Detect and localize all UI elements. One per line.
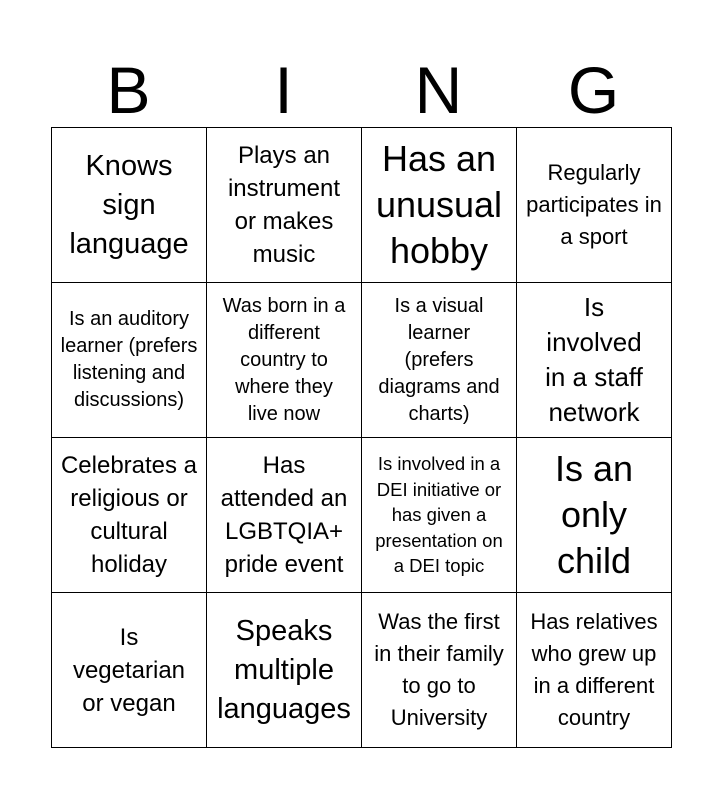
- cell-text: Speaks multiple languages: [217, 614, 351, 725]
- cell-text: Is involved in a DEI initiative or has given a presentation on a DEI topic: [375, 453, 503, 577]
- cell-text: Is an only child: [554, 448, 634, 581]
- cell-text: Plays an instrument or makes music: [227, 142, 341, 268]
- bingo-cell[interactable]: [207, 283, 362, 438]
- cell-text: Is a visual learner (prefers diagrams and charts): [378, 294, 500, 425]
- cell-text: Is vegetarian or vegan: [72, 623, 186, 717]
- header-letter-i: I: [274, 53, 293, 127]
- bingo-cell[interactable]: [517, 283, 672, 438]
- bingo-cell[interactable]: [207, 128, 362, 283]
- bingo-grid: [51, 127, 672, 748]
- bingo-cell[interactable]: [52, 438, 207, 593]
- bingo-cell[interactable]: [362, 283, 517, 438]
- bingo-cell[interactable]: [52, 593, 207, 748]
- cell-text: Celebrates a religious or cultural holiday: [60, 452, 198, 578]
- cell-text: Was the first in their family to go to University: [374, 609, 504, 730]
- cell-text: Was born in a different country to where they live now: [222, 294, 346, 425]
- cell-text: Regularly participates in a sport: [526, 160, 662, 249]
- bingo-cell[interactable]: [52, 283, 207, 438]
- bingo-cell[interactable]: [207, 593, 362, 748]
- bingo-cell[interactable]: [52, 128, 207, 283]
- bingo-cell[interactable]: [517, 593, 672, 748]
- bingo-cell[interactable]: [517, 438, 672, 593]
- bingo-cell[interactable]: [362, 128, 517, 283]
- bingo-cell[interactable]: [207, 438, 362, 593]
- header-letter-g: G: [567, 53, 620, 127]
- cell-text: Is involved in a staff network: [545, 292, 643, 427]
- cell-text: Knows sign language: [69, 149, 189, 260]
- cell-text: Has an unusual hobby: [375, 138, 503, 271]
- bingo-cell[interactable]: [362, 438, 517, 593]
- cell-text: Has relatives who grew up in a different country: [530, 609, 658, 730]
- bingo-header: [51, 52, 671, 128]
- header-letter-n: N: [414, 53, 463, 127]
- bingo-cell[interactable]: [517, 128, 672, 283]
- cell-text: Has attended an LGBTQIA+ pride event: [220, 452, 348, 578]
- header-letter-b: B: [106, 53, 151, 127]
- bingo-cell[interactable]: [362, 593, 517, 748]
- cell-text: Is an auditory learner (prefers listening and discussions): [60, 308, 198, 411]
